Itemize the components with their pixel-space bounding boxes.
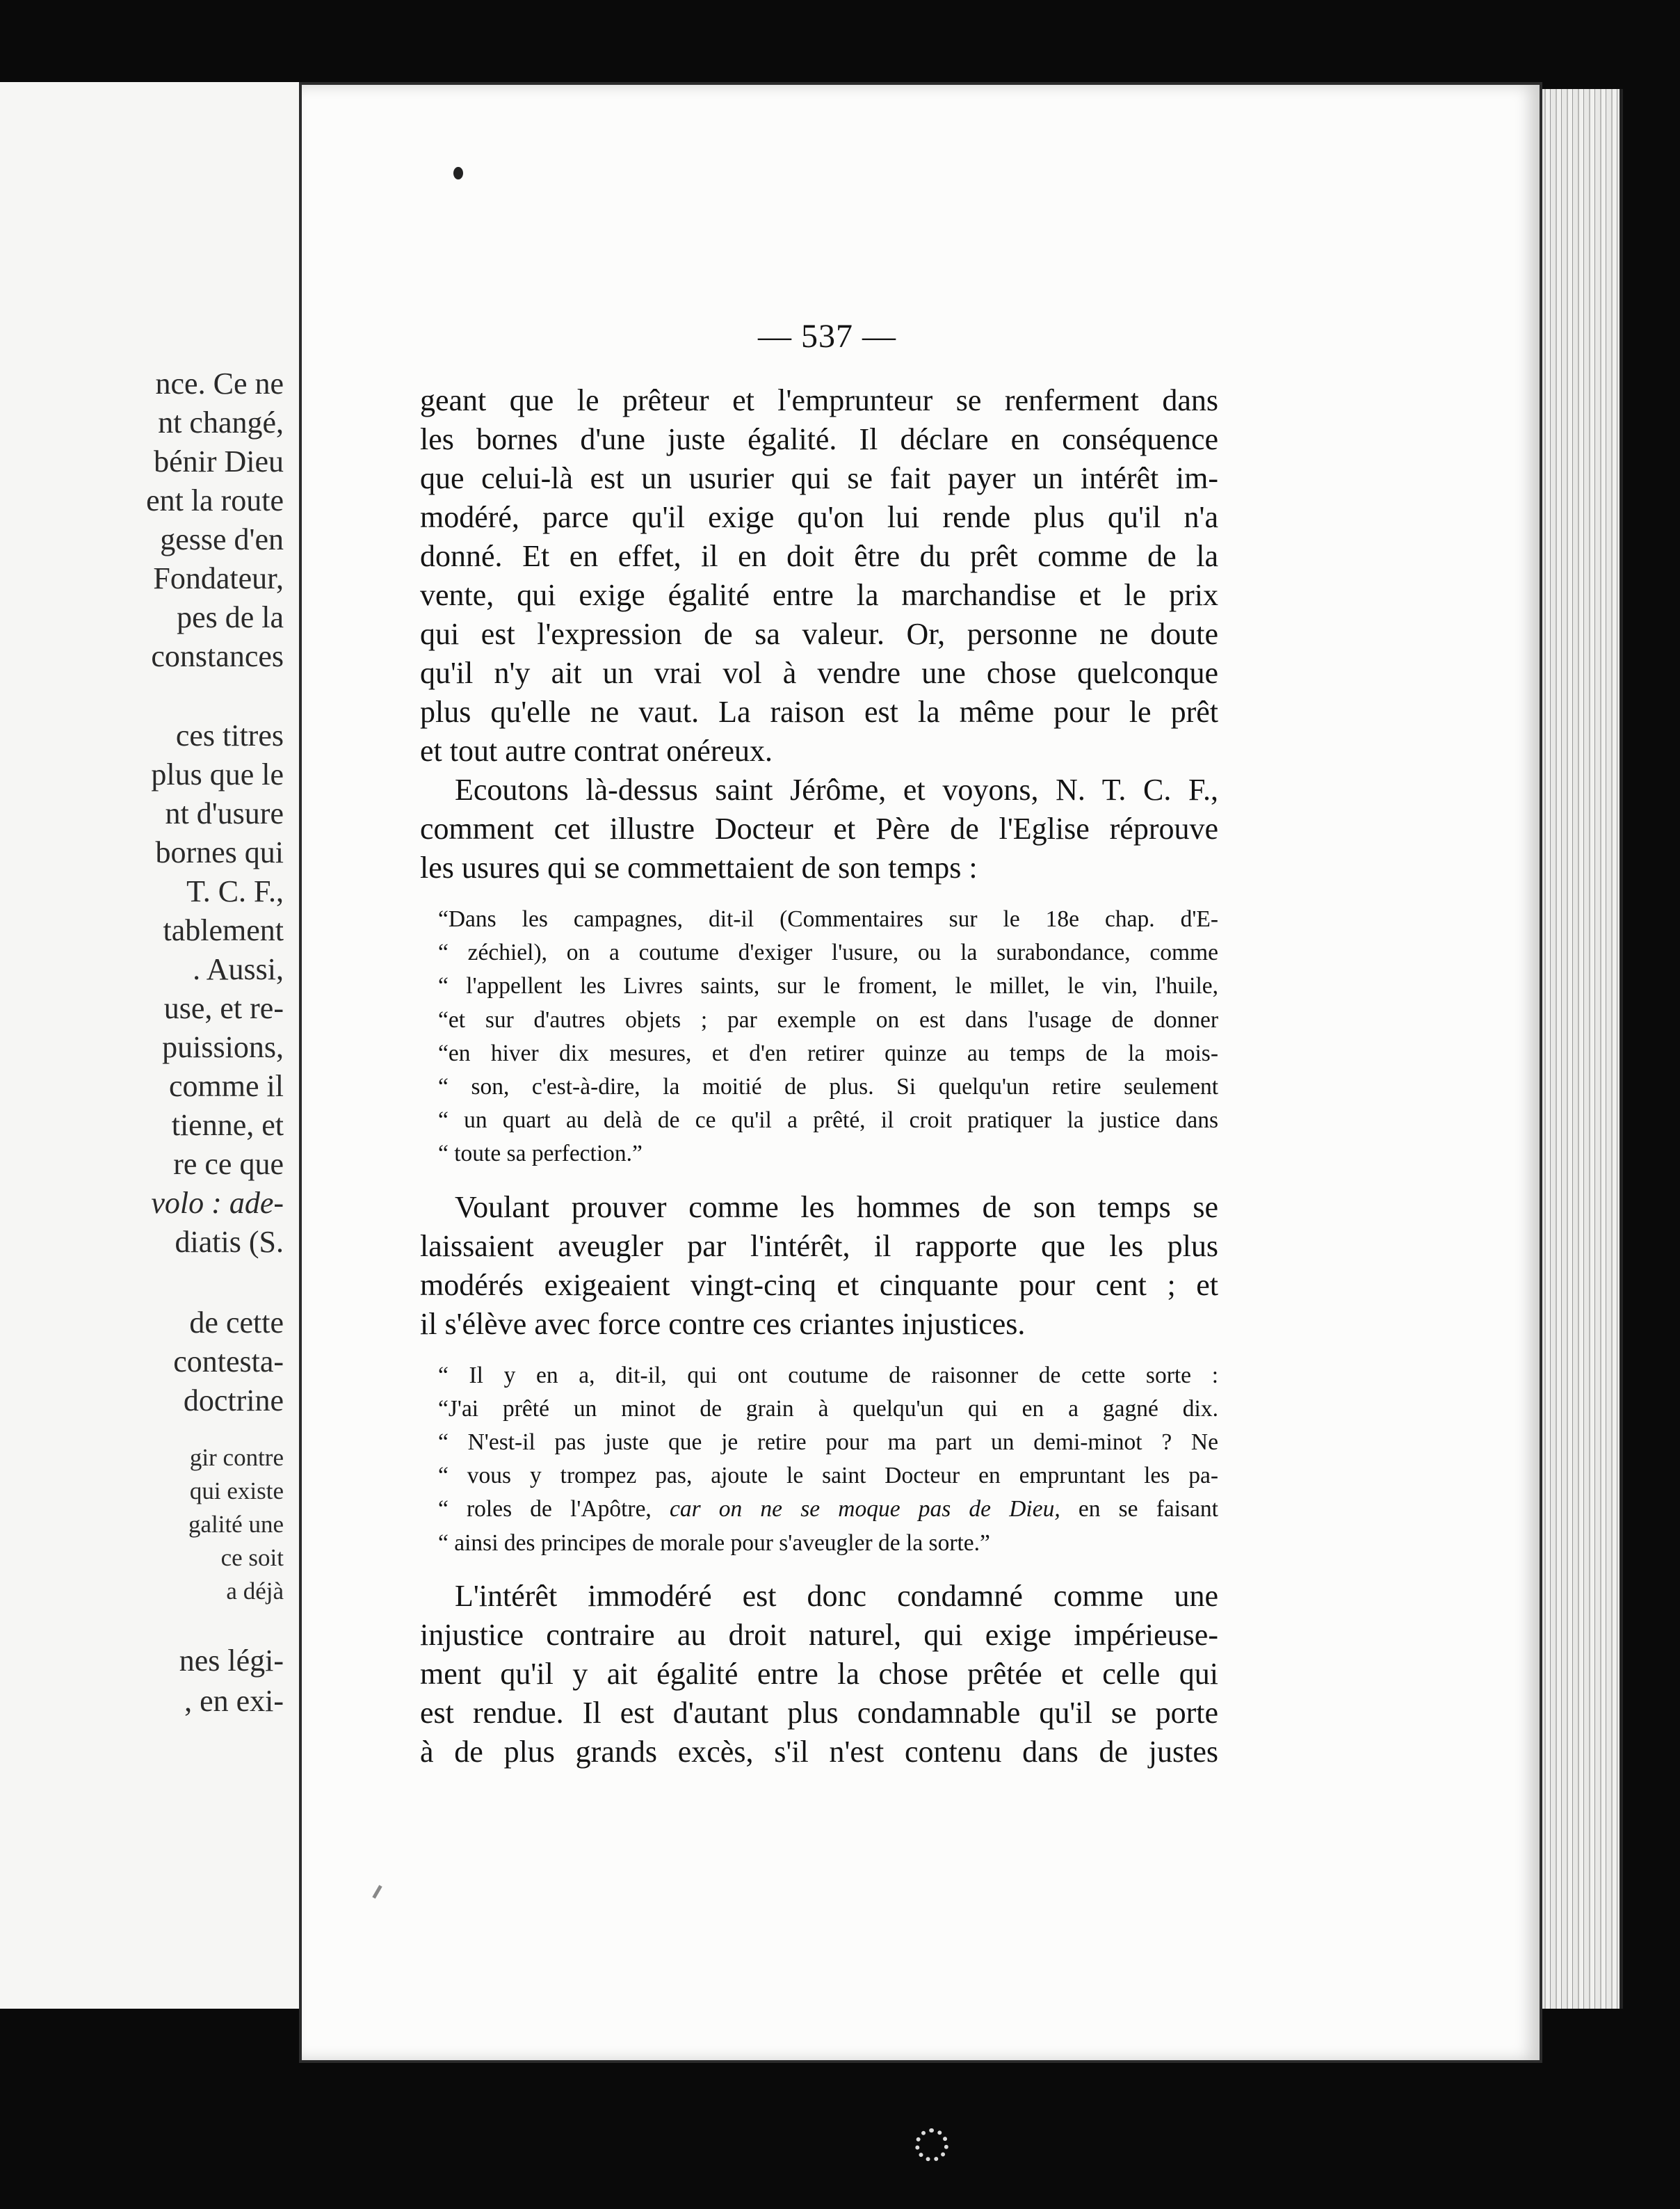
text-line: et tout autre contrat onéreux. [420,734,773,768]
left-page-line: qui existe [189,1477,284,1504]
quote-line: “ vous y trompez pas, ajoute le saint Docteur en empruntant les pa- [438,1463,1218,1489]
left-page-line: tienne, et [171,1108,284,1142]
text-line: les usures qui se commettaient de son temps : [420,851,978,885]
left-page-line: constances [151,639,284,673]
quote-text: en se faisant [1060,1496,1218,1523]
left-page-line: ces titres [175,718,284,753]
quote-line: “ ainsi des principes de morale pour s'aveugler de la sorte.” [438,1529,990,1556]
quote-text: “ roles de l'Apôtre, [438,1496,670,1523]
ink-spot [453,167,463,179]
left-page-line: gesse d'en [160,522,284,556]
quote-line: “Dans les campagnes, dit-il (Commentaires sur le 18e chap. d'E- [438,906,1218,932]
left-page-line: bornes qui [155,835,284,869]
text-line: laissaient aveugler par l'intérêt, il rapporte que les plus [420,1228,1218,1263]
text-line: vente, qui exige égalité entre la marchandise et le prix [420,578,1218,612]
text-line: geant que le prêteur et l'emprunteur se renferment dans [420,383,1218,417]
text-line: L'intérêt immodéré est donc condamné comme une [455,1578,1218,1613]
text-line: qu'il n'y ait un vrai vol à vendre une chose quelconque [420,656,1218,690]
left-page-line: pes de la [177,600,284,634]
left-page-line: galité une [188,1511,284,1538]
paragraph [420,1577,1218,1772]
left-page [0,82,310,2009]
text-line: qui est l'expression de sa valeur. Or, personne ne doute [420,617,1218,651]
paragraph [420,1188,1218,1344]
left-page-line: diatis (S. [175,1225,284,1259]
left-page-line: doctrine [183,1383,284,1417]
quote-line: “et sur d'autres objets ; par exemple on est dans l'usage de donner [438,1006,1218,1033]
quote-line: “ Il y en a, dit-il, qui ont coutume de raisonner de cette sorte : [438,1362,1218,1388]
block-quote [420,1359,1218,1560]
left-page-line: re ce que [173,1147,284,1181]
quote-line: “ un quart au delà de ce qu'il a prêté, il croit pratiquer la justice dans [438,1107,1218,1134]
left-page-line: volo : ade- [151,1186,284,1220]
text-line: comment cet illustre Docteur et Père de l'Eglise réprouve [420,812,1218,846]
text-line: donné. Et en effet, il en doit être du prêt comme de la [420,539,1218,573]
left-page-line: ent la route [146,483,284,517]
page-number: — 537 — [758,318,896,355]
left-page-line: . Aussi, [193,952,284,986]
quote-line: “J'ai prêté un minot de grain à quelqu'un qui en a gagné dix. [438,1395,1218,1422]
text-line: Voulant prouver comme les hommes de son temps se [455,1189,1218,1224]
left-page-line: nes légi- [179,1644,284,1678]
text-line: Ecoutons là-dessus saint Jérôme, et voyons, N. T. C. F., [455,773,1218,807]
text-line: que celui-là est un usurier qui se fait payer un intérêt im- [420,461,1218,495]
text-line: est rendue. Il est d'autant plus condamnable qu'il se porte [420,1695,1218,1730]
left-page-line: bénir Dieu [154,444,284,479]
text-line: modéré, parce qu'il exige qu'on lui rende plus qu'il n'a [420,500,1218,534]
left-page-line: plus que le [151,757,284,792]
paragraph [420,771,1218,887]
text-line: les bornes d'une juste égalité. Il déclare en conséquence [420,422,1218,456]
page-body [420,381,1218,1772]
text-line: ment qu'il y ait égalité entre la chose prêtée et celle qui [420,1656,1218,1691]
left-page-line: contesta- [173,1344,284,1379]
quote-line: “ zéchiel), on a coutume d'exiger l'usure, ou la surabondance, comme [438,940,1218,966]
quote-line: “ l'appellent les Livres saints, sur le froment, le millet, le vin, l'huile, [438,973,1218,999]
left-page-line: gir contre [189,1444,284,1471]
text-line: modérés exigeaient vingt-cinq et cinquante pour cent ; et [420,1267,1218,1302]
left-page-line: nt d'usure [165,796,284,830]
left-page-line: use, et re- [163,991,284,1025]
left-page-line: , en exi- [184,1684,284,1718]
quote-line: “ son, c'est-à-dire, la moitié de plus. Si quelqu'un retire seulement [438,1074,1218,1100]
left-page-line: de cette [189,1306,284,1340]
left-page-line: nt changé, [158,405,284,440]
text-line: plus qu'elle ne vaut. La raison est la même pour le prêt [420,695,1218,729]
left-page-line: nce. Ce ne [155,367,284,401]
left-page-line: T. C. F., [186,874,284,908]
quote-line: “ N'est-il pas juste que je retire pour ma part un demi-minot ? Ne [438,1429,1218,1456]
scan-ornament-icon [915,2128,948,2162]
quote-line: “en hiver dix mesures, et d'en retirer quinze au temps de la mois- [438,1040,1218,1066]
text-line: injustice contraire au droit naturel, qui exige impérieuse- [420,1617,1218,1652]
block-quote [420,903,1218,1171]
left-page-line: Fondateur, [153,561,284,595]
left-page-line: ce soit [220,1544,284,1571]
text-line: il s'élève avec force contre ces criantes injustices. [420,1306,1026,1341]
text-line: à de plus grands excès, s'il n'est contenu dans de justes [420,1734,1218,1769]
left-page-line: comme il [169,1069,284,1103]
left-page-line: puissions, [162,1030,284,1064]
paragraph [420,381,1218,771]
quote-italic-text: car on ne se moque pas de Dieu, [669,1496,1060,1523]
left-page-line: a déjà [226,1577,284,1605]
quote-line [420,1493,1218,1526]
quote-line: “ toute sa perfection.” [438,1141,643,1167]
left-page-line: tablement [163,913,284,947]
